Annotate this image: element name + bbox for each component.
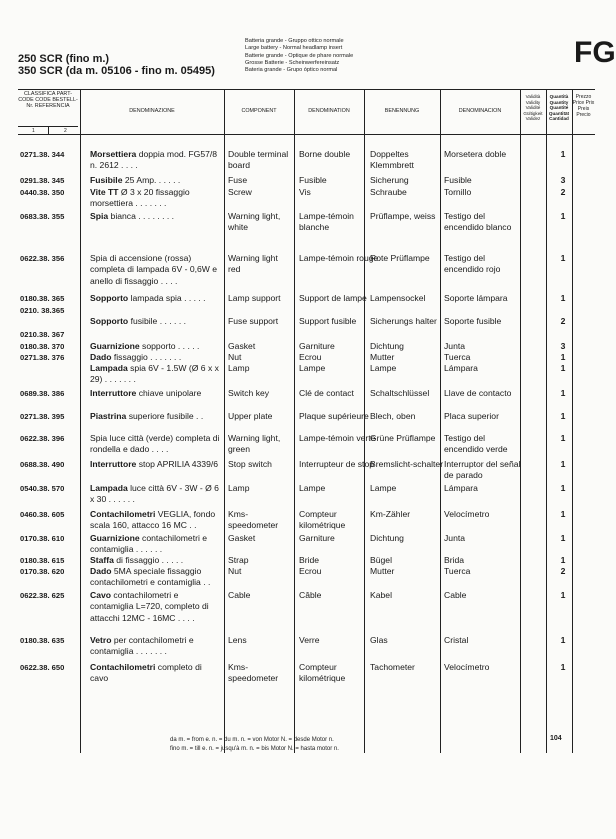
part-description: contachilometri e contamiglia . . . . . . [90, 533, 208, 555]
part-description: Spia luce città (verde) completa di rondella e dado . . . . [90, 433, 220, 455]
cell-en: Lens [228, 635, 247, 645]
part-name-bold: Fusibile [90, 175, 123, 185]
cell-es: Testigo del encendido verde [444, 433, 508, 455]
part-name-bold: Contachilometri [90, 662, 156, 672]
col-es-label: DENOMINACION [458, 108, 502, 114]
cell-en: Stop switch [228, 459, 272, 469]
part-description: 5MA speciale fissaggio contachilometri e contamiglia . . [90, 566, 211, 588]
cell-es: Llave de contacto [444, 388, 512, 398]
part-name-bold: Lampada [90, 483, 128, 493]
col-price-label: Prezzo Price Prix Preis Precio [572, 94, 595, 118]
cell-qty: 1 [560, 388, 566, 398]
cell-de: Lampe [370, 483, 397, 493]
cell-fr: Fusible [299, 175, 327, 185]
cell-de: Tachometer [370, 662, 415, 672]
cell-description-it [90, 341, 220, 352]
part-description: Spia di accensione (rossa) completa di lampada 6V - 0,6W e anello di fissaggio . . . . [90, 253, 218, 286]
cell-code: 0210. 38.365 [20, 306, 65, 315]
group-title: Batteria grande - Gruppo ottico normale [245, 38, 344, 44]
cell-code: 0180.38. 370 [20, 342, 65, 351]
cell-en: Lamp support [228, 293, 281, 303]
cell-code: 0622.38. 356 [20, 254, 65, 263]
cell-code: 0170.38. 620 [20, 567, 65, 576]
cell-de: Blech, oben [370, 411, 416, 421]
cell-es: Testigo del encendido rojo [444, 253, 501, 275]
part-name-bold: Guarnizione [90, 533, 140, 543]
code-sub-1: 1 [32, 128, 35, 134]
cell-code: 0180.38. 365 [20, 294, 65, 303]
cell-es: Fusible [444, 175, 472, 185]
cell-es: Brida [444, 555, 465, 565]
col-de-label: BENENNUNG [384, 108, 420, 114]
page-number: 104 [550, 735, 562, 742]
part-description: fissaggio . . . . . . . [111, 352, 182, 362]
cell-code: 0688.38. 490 [20, 460, 65, 469]
corner-code: FG [574, 36, 616, 69]
cell-en: Double terminal board [228, 149, 289, 171]
cell-code: 0540.38. 570 [20, 484, 65, 493]
part-name-bold: Spia [90, 211, 109, 221]
cell-es: Placa superior [444, 411, 499, 421]
cell-fr: Compteur kilométrique [299, 509, 346, 531]
part-name-bold: Piastrina [90, 411, 127, 421]
cell-en: Warning light red [228, 253, 278, 275]
part-name-bold: Morsettiera [90, 149, 137, 159]
part-description: doppia mod. FG57/8 n. 2612 . . . . [90, 149, 218, 171]
cell-code: 0291.38. 345 [20, 176, 65, 185]
cell-description-it [90, 352, 220, 363]
cell-de: Doppeltes Klemmbrett [370, 149, 414, 171]
cell-qty: 3 [560, 175, 566, 185]
cell-code: 0622.38. 396 [20, 434, 65, 443]
cell-de: Schaltschlüssel [370, 388, 430, 398]
cell-es: Morsetera doble [444, 149, 507, 159]
cell-fr: Interrupteur de stop [299, 459, 375, 469]
part-description: superiore fusibile . . [126, 411, 204, 421]
cell-de: Mutter [370, 352, 395, 362]
part-name-bold: Dado [90, 352, 112, 362]
code-sub-2: 2 [64, 128, 67, 134]
cell-code: 0271.38. 344 [20, 150, 65, 159]
cell-es: Cristal [444, 635, 469, 645]
part-description: completo di cavo [90, 662, 202, 684]
cell-fr: Clé de contact [299, 388, 354, 398]
cell-en: Warning light, white [228, 211, 281, 233]
footer-line-2: fino m. = till e. n. = jusqu'à m. n. = bis Motor N. = hasta motor n. [170, 746, 339, 752]
col-it-label: DENOMINAZIONE [129, 108, 175, 114]
cell-description-it [90, 555, 220, 566]
part-name-bold: Contachilometri [90, 509, 156, 519]
cell-es: Soporte lámpara [444, 293, 508, 303]
cell-en: Gasket [228, 341, 256, 351]
part-description: luce città 6V - 3W - Ø 6 x 30 . . . . . . [90, 483, 219, 505]
part-description: di fissaggio . . . . . [113, 555, 184, 565]
col-en-label: COMPONENT [241, 108, 277, 114]
part-description: 25 Amp. . . . . . [122, 175, 181, 185]
cell-de: Kabel [370, 590, 392, 600]
cell-description-it [90, 590, 220, 624]
part-description: Ø 3 x 20 fissaggio morsettiera . . . . . . . [90, 187, 190, 209]
cell-en: Kms-speedometer [228, 509, 279, 531]
cell-es: Testigo del encendido blanco [444, 211, 512, 233]
cell-qty: 1 [560, 459, 566, 469]
cell-qty: 1 [560, 509, 566, 519]
model-line-2: 350 SCR (da m. 05106 - fino m. 05495) [18, 65, 215, 77]
group-title: Large battery - Normal headlamp insert [245, 45, 343, 52]
col-quantity-label: Quantità Quantity Quantité Quantität Cantidad [548, 94, 570, 121]
col-de-header [364, 90, 440, 134]
cell-de: Dichtung [370, 341, 404, 351]
cell-de: Dichtung [370, 533, 404, 543]
cell-code: 0180.38. 615 [20, 556, 65, 565]
column-divider [546, 89, 547, 753]
cell-qty: 1 [560, 149, 566, 159]
cell-es: Interruptor del señal de parado [444, 459, 521, 481]
parts-table [18, 89, 595, 684]
cell-en: Fuse support [228, 316, 279, 326]
cell-description-it [90, 566, 220, 589]
cell-code: 0180.38. 635 [20, 636, 65, 645]
cell-qty: 1 [560, 483, 566, 493]
cell-de: Sicherungs halter [370, 316, 437, 326]
cell-description-it [90, 187, 220, 210]
cell-en: Kms-speedometer [228, 662, 279, 684]
cell-qty: 1 [560, 433, 566, 443]
part-description: spia 6V - 1.5W (Ø 6 x x 29) . . . . . . . [90, 363, 219, 385]
cell-es: Lámpara [444, 483, 478, 493]
cell-es: Junta [444, 341, 466, 351]
cell-es: Lámpara [444, 363, 478, 373]
part-name-bold: Sopporto [90, 316, 129, 326]
cell-code: 0210.38. 367 [20, 330, 65, 339]
cell-code: 0271.38. 376 [20, 353, 65, 362]
cell-description-it [90, 533, 220, 556]
code-subcols [18, 126, 78, 135]
part-description: chiave unipolare [136, 388, 202, 398]
cell-en: Upper plate [228, 411, 273, 421]
cell-es: Velocímetro [444, 509, 490, 519]
cell-en: Fuse [228, 175, 248, 185]
cell-fr: Lampe-témoin rouge [299, 253, 379, 263]
cell-fr: Vis [299, 187, 311, 197]
cell-description-it [90, 433, 220, 456]
part-description: lampada spia . . . . . [128, 293, 206, 303]
cell-fr: Garniture [299, 533, 335, 543]
cell-en: Nut [228, 352, 242, 362]
cell-qty: 2 [560, 316, 566, 326]
cell-fr: Lampe-témoin verte [299, 433, 376, 443]
part-name-bold: Vite TT [90, 187, 119, 197]
cell-de: Bügel [370, 555, 392, 565]
cell-qty: 1 [560, 590, 566, 600]
col-fr-label: DENOMINATION [308, 108, 350, 114]
cell-code: 0271.38. 395 [20, 412, 65, 421]
column-divider [80, 89, 81, 753]
cell-description-it [90, 175, 220, 186]
cell-qty: 2 [560, 566, 566, 576]
col-en-header [224, 90, 294, 134]
cell-en: Warning light, green [228, 433, 281, 455]
group-title: Grosse Batterie - Scheinwerfereinsatz [245, 59, 340, 66]
cell-code: 0622.38. 625 [20, 591, 65, 600]
col-es-header [440, 90, 520, 134]
part-description: stop APRILIA 4339/6 [136, 459, 219, 469]
cell-description-it [90, 293, 220, 304]
cell-en: Strap [228, 555, 249, 565]
cell-de: Glas [370, 635, 388, 645]
cell-de: Sicherung [370, 175, 409, 185]
cell-fr: Ecrou [299, 566, 322, 576]
cell-qty: 1 [560, 662, 566, 672]
cell-en: Screw [228, 187, 252, 197]
cell-de: Lampensockel [370, 293, 426, 303]
column-divider [572, 89, 573, 753]
part-name-bold: Dado [90, 566, 112, 576]
cell-code: 0683.38. 355 [20, 212, 65, 221]
cell-code: 0460.38. 605 [20, 510, 65, 519]
column-divider [224, 89, 225, 753]
cell-en: Gasket [228, 533, 256, 543]
cell-description-it [90, 509, 220, 532]
col-price-header [572, 90, 595, 134]
cell-es: Tuerca [444, 566, 471, 576]
part-name-bold: Interruttore [90, 388, 137, 398]
cell-description-it [90, 253, 220, 287]
cell-qty: 3 [560, 341, 566, 351]
cell-code: 0622.38. 650 [20, 663, 65, 672]
cell-qty: 1 [560, 352, 566, 362]
part-description: fusibile . . . . . . [128, 316, 186, 326]
part-description: sopporto . . . . . [139, 341, 200, 351]
column-divider [294, 89, 295, 753]
cell-en: Lamp [228, 363, 250, 373]
cell-fr: Verre [299, 635, 320, 645]
col-quantity-header [546, 90, 572, 134]
cell-en: Cable [228, 590, 251, 600]
cell-de: Lampe [370, 363, 397, 373]
group-title: Batterie grande - Optique de phare normale [245, 52, 354, 59]
cell-fr: Ecrou [299, 352, 322, 362]
cell-fr: Bride [299, 555, 320, 565]
cell-qty: 1 [560, 533, 566, 543]
cell-qty: 2 [560, 187, 566, 197]
cell-de: Rote Prüflampe [370, 253, 430, 263]
part-name-bold: Cavo [90, 590, 112, 600]
cell-de: Schraube [370, 187, 407, 197]
cell-description-it [90, 635, 220, 658]
table-header [18, 89, 595, 135]
cell-fr: Support fusible [299, 316, 357, 326]
cell-fr: Compteur kilométrique [299, 662, 346, 684]
part-description: VEGLIA, fondo scala 160, attacco 16 MC . . [90, 509, 216, 531]
cell-de: Km-Zähler [370, 509, 411, 519]
cell-fr: Plaque supérieure [299, 411, 369, 421]
cell-description-it [90, 363, 220, 386]
cell-fr: Borne double [299, 149, 351, 159]
cell-description-it [90, 149, 220, 172]
cell-description-it [90, 388, 220, 399]
cell-qty: 1 [560, 211, 566, 221]
col-code-header [18, 90, 78, 134]
cell-description-it [90, 211, 220, 222]
col-it-header [80, 90, 224, 134]
cell-description-it [90, 316, 220, 327]
part-description: per contachilometri e contamiglia . . . . . . . [90, 635, 194, 657]
cell-fr: Lampe [299, 483, 326, 493]
cell-qty: 1 [560, 555, 566, 565]
part-name-bold: Vetro [90, 635, 112, 645]
col-validity-header [520, 90, 546, 134]
cell-en: Lamp [228, 483, 250, 493]
cell-description-it [90, 483, 220, 506]
group-title: Bateria grande - Grupo óptico normal [245, 67, 338, 74]
col-validity-label: Validità Validity Validité Gültigkeit Validez [523, 94, 543, 121]
cell-qty: 1 [560, 411, 566, 421]
cell-de: Grüne Prüflampe [370, 433, 436, 443]
part-name-bold: Interruttore [90, 459, 137, 469]
cell-fr: Câble [299, 590, 322, 600]
part-name-bold: Sopporto [90, 293, 129, 303]
cell-es: Tuerca [444, 352, 471, 362]
col-fr-header [294, 90, 364, 134]
model-line-1: 250 SCR (fino m.) [18, 53, 110, 65]
col-code-label: CLASSIFICA PART-CODE CODE BESTELL-Nr. REFERENCIA [18, 91, 78, 109]
cell-fr: Support de lampe [299, 293, 367, 303]
cell-en: Switch key [228, 388, 270, 398]
cell-fr: Lampe-témoin blanche [299, 211, 354, 233]
cell-fr: Garniture [299, 341, 335, 351]
cell-es: Velocímetro [444, 662, 490, 672]
footer-legend [170, 736, 339, 754]
cell-code: 0440.38. 350 [20, 188, 65, 197]
cell-es: Soporte fusible [444, 316, 502, 326]
cell-de: Mutter [370, 566, 395, 576]
footer-line-1: da m. = from e. n. = du m. n. = von Motor N. = desde Motor n. [170, 737, 334, 743]
cell-es: Junta [444, 533, 466, 543]
cell-qty: 1 [560, 293, 566, 303]
part-description: contachilometri e contamiglia L=720, completo di attacchi 12MC - 16MC . . . . [90, 590, 209, 623]
cell-qty: 1 [560, 253, 566, 263]
part-name-bold: Guarnizione [90, 341, 140, 351]
part-name-bold: Staffa [90, 555, 114, 565]
cell-description-it [90, 411, 220, 422]
cell-es: Tornillo [444, 187, 472, 197]
cell-es: Cable [444, 590, 467, 600]
cell-fr: Lampe [299, 363, 326, 373]
part-name-bold: Lampada [90, 363, 128, 373]
cell-description-it [90, 662, 220, 685]
cell-qty: 1 [560, 363, 566, 373]
cell-description-it [90, 459, 220, 470]
model-heading [18, 53, 215, 77]
cell-qty: 1 [560, 635, 566, 645]
cell-code: 0170.38. 610 [20, 534, 65, 543]
cell-code: 0689.38. 386 [20, 389, 65, 398]
part-description: bianca . . . . . . . . [108, 211, 175, 221]
group-titles [245, 38, 353, 74]
cell-de: Bremslicht-schalter [370, 459, 444, 469]
cell-de: Prüflampe, weiss [370, 211, 436, 221]
cell-en: Nut [228, 566, 242, 576]
